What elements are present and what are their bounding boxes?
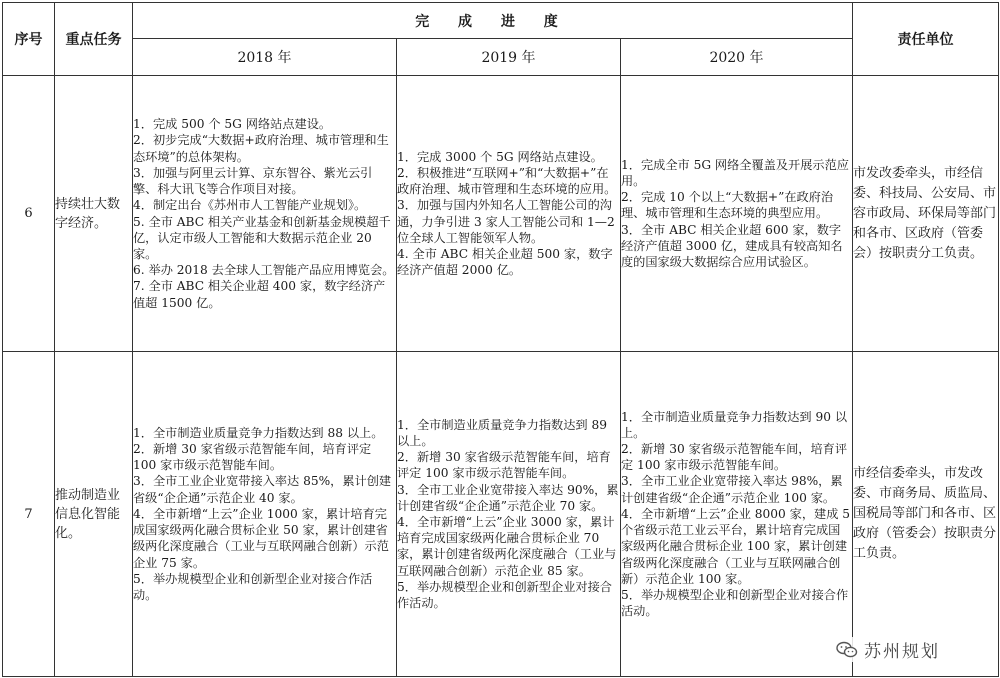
list-item: 5．举办规模型企业和创新型企业对接合作活动。 <box>133 571 373 602</box>
list-item: 6. 举办 2018 去全球人工智能产品应用博览会。 <box>133 263 395 278</box>
cell-2019 <box>397 76 621 352</box>
list-item: 3．全市工业企业宽带接入率达 90%，累计创建省级“企企通”示范企业 70 家。 <box>397 482 619 513</box>
list-item: 1．全市制造业质量竞争力指数达到 90 以上。 <box>621 409 848 440</box>
list-item: 1．全市制造业质量竞争力指数达到 88 以上。 <box>133 425 384 440</box>
wechat-icon <box>836 641 858 659</box>
header-seq: 序号 <box>3 3 55 76</box>
list-item: 4．全市新增“上云”企业 8000 家，建成 5 个省级示范工业云平台，累计培育完成国家级两化融合贯标企业 100 家，累计创建省级两化深度融合（工业与互联网融合创新）示范企业 100 家。 <box>621 506 851 586</box>
list-item: 1．完成全市 5G 网络全覆盖及开展示范应用。 <box>621 157 849 188</box>
cell-2019 <box>397 352 621 677</box>
row-seq: 7 <box>3 352 55 677</box>
list-item: 2．积极推进“互联网+”和“大数据+”在政府治理、城市管理和生态环境的应用。 <box>397 165 617 197</box>
table-row <box>3 76 999 352</box>
list-item: 2．初步完成“大数据+政府治理、城市管理和生态环境”的总体架构。 <box>133 133 389 164</box>
list-item: 3．加强与国内外知名人工智能公司的沟通，力争引进 3 家人工智能公司和 1—2 位全球人工智能领军人物。 <box>397 198 615 245</box>
progress-table <box>2 2 999 677</box>
list-item: 4．制定出台《苏州市人工智能产业规划》。 <box>133 198 367 213</box>
list-item: 3．全市工业企业宽带接入率达 85%，累计创建省级“企企通”示范企业 40 家。 <box>133 474 392 505</box>
watermark-text: 苏州规划 <box>864 642 940 662</box>
cell-2020 <box>621 76 853 352</box>
header-year-2018: 2018 年 <box>133 39 397 76</box>
list-item: 5．举办规模型企业和创新型企业对接合作活动。 <box>397 579 612 611</box>
row-responsible: 市发改委牵头，市经信委、科技局、公安局、市容市政局、环保局等部门和各市、区政府（管委会）按职责分工负责。 <box>853 76 999 352</box>
row-task: 持续壮大数字经济。 <box>55 76 133 352</box>
cell-2018 <box>133 76 397 352</box>
list-item: 2．新增 30 家省级示范智能车间，培育评定 100 家市级示范智能车间。 <box>621 442 848 473</box>
list-item: 1．完成 500 个 5G 网络站点建设。 <box>133 117 332 132</box>
header-progress: 完 成 进 度 <box>133 3 853 39</box>
list-item: 4．全市新增“上云”企业 3000 家，累计培育完成国家级两化融合贯标企业 70 家，累计创建省级两化深度融合（工业与互联网融合创新）示范企业 85 家。 <box>397 515 617 578</box>
row-task: 推动制造业信息化智能化。 <box>55 352 133 677</box>
list-item: 3．加强与阿里云计算、京东智谷、紫光云引擎、科大讯飞等合作项目对接。 <box>133 165 373 197</box>
header-task: 重点任务 <box>55 3 133 76</box>
list-item: 2．完成 10 个以上“大数据+”在政府治理、城市管理和生态环境的典型应用。 <box>621 190 834 221</box>
list-item: 4. 全市 ABC 相关企业超 500 家，数字经济产值超 2000 亿。 <box>397 246 613 278</box>
table-row <box>3 352 999 677</box>
list-item: 1．完成 3000 个 5G 网络站点建设。 <box>397 149 603 164</box>
header-year-2019: 2019 年 <box>397 39 621 76</box>
list-item: 2．新增 30 家省级示范智能车间，培育评定 100 家市级示范智能车间。 <box>397 450 611 481</box>
list-item: 3．全市 ABC 相关企业超 600 家，数字经济产值超 3000 亿，建成具有较高知名度的国家级大数据综合应用试验区。 <box>621 222 843 269</box>
cell-2018 <box>133 352 397 677</box>
header-responsible: 责任单位 <box>853 3 999 76</box>
header-year-2020: 2020 年 <box>621 39 853 76</box>
watermark <box>832 637 944 662</box>
row-seq: 6 <box>3 76 55 352</box>
list-item: 4．全市新增“上云”企业 1000 家，累计培育完成国家级两化融合贯标企业 50 家，累计创建省级两化深度融合（工业与互联网融合创新）示范企业 75 家。 <box>133 506 389 570</box>
row-responsible: 市经信委牵头，市发改委、市商务局、质监局、国税局等部门和各市、区政府（管委会）按职责分工负责。 <box>853 352 999 677</box>
list-item: 5. 全市 ABC 相关产业基金和创新基金规模超千亿，认定市级人工智能和大数据示范企业 20 家。 <box>133 214 391 261</box>
list-item: 5．举办规模型企业和创新型企业对接合作活动。 <box>621 587 849 619</box>
list-item: 3．全市工业企业宽带接入率达 98%，累计创建省级“企企通”示范企业 100 家。 <box>621 474 843 505</box>
list-item: 1．全市制造业质量竞争力指数达到 89 以上。 <box>397 417 607 448</box>
list-item: 2．新增 30 家省级示范智能车间，培育评定 100 家市级示范智能车间。 <box>133 442 372 473</box>
cell-2020 <box>621 352 853 677</box>
list-item: 7. 全市 ABC 相关企业超 400 家，数字经济产值超 1500 亿。 <box>133 279 386 310</box>
